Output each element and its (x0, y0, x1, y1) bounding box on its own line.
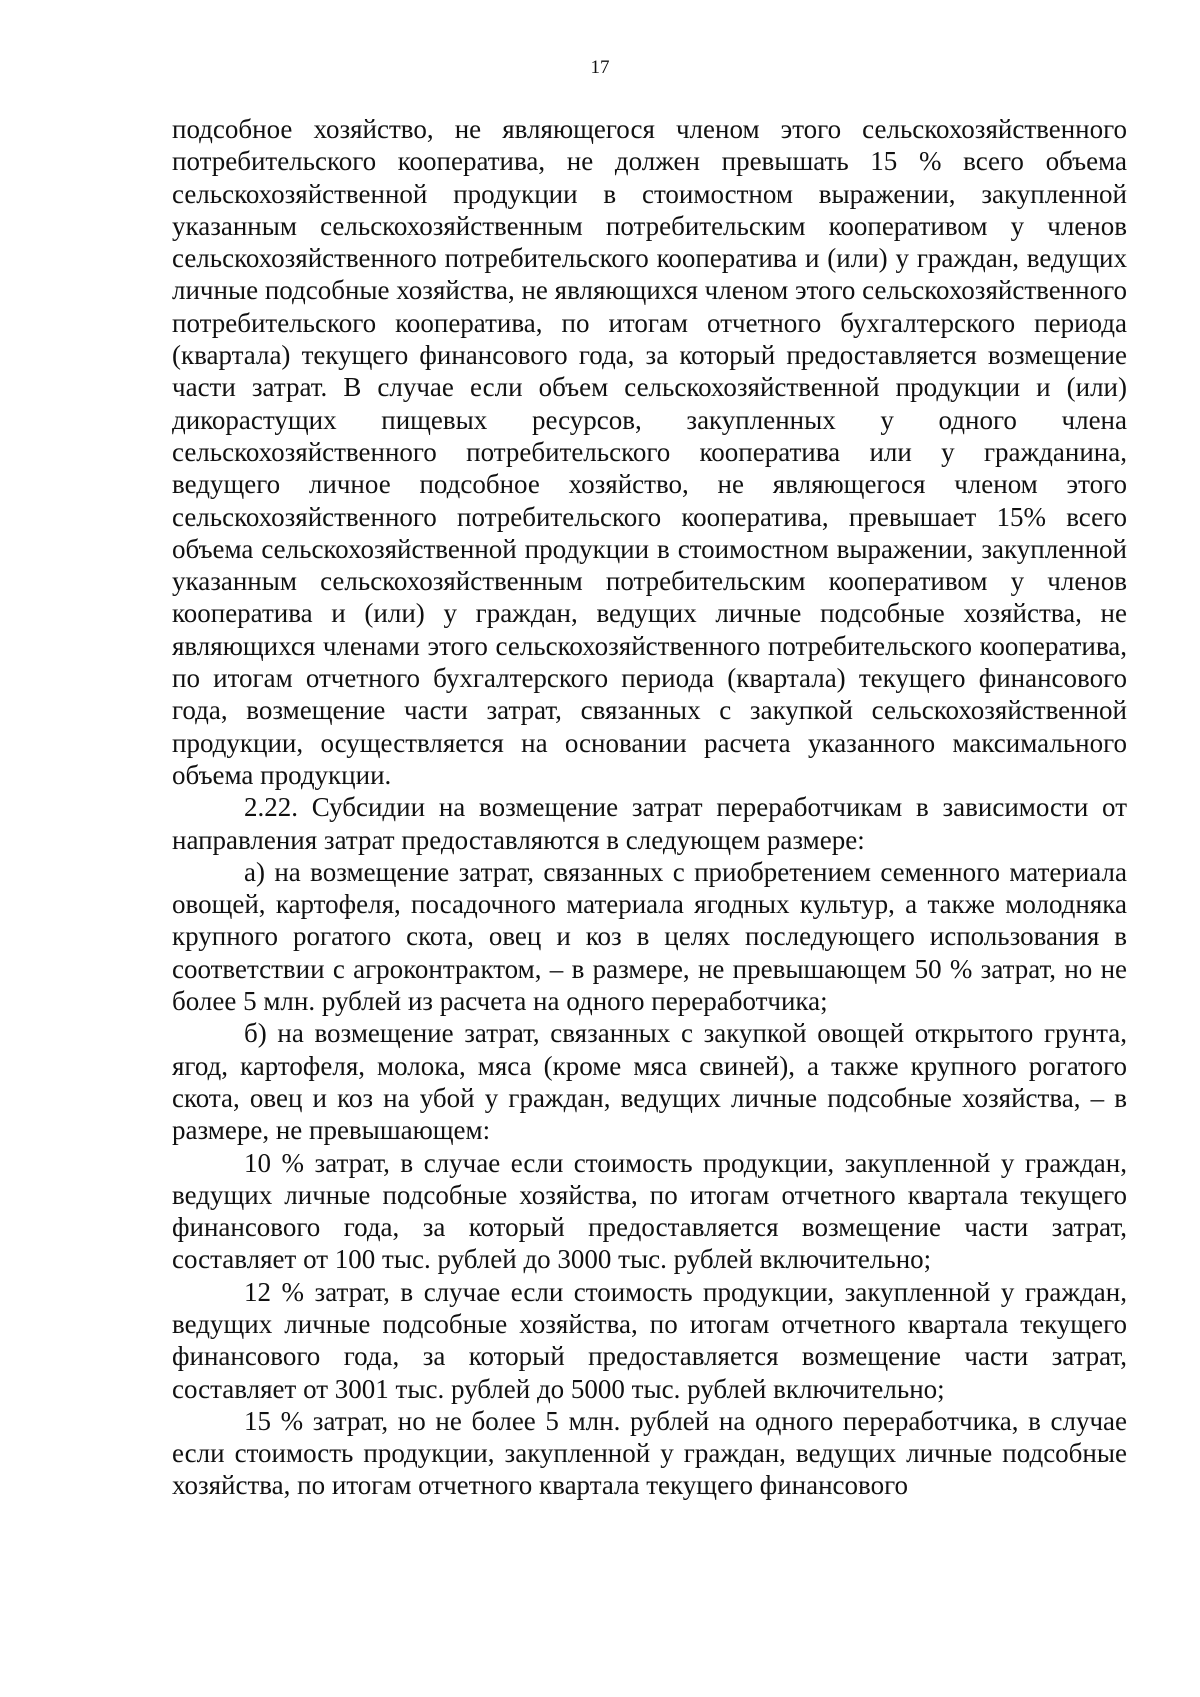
paragraph-rate-12: 12 % затрат, в случае если стоимость продукции, закупленной у граждан, ведущих личные подсобные хозяйства, по итогам отчетного квартала текущего финансового года, за который предоставляется возмещение части затрат, составляет от 3001 тыс. рублей до 5000 тыс. рублей включительно; (172, 1276, 1127, 1404)
paragraph-rate-15: 15 % затрат, но не более 5 млн. рублей на одного переработчика, в случае если стоимость продукции, закупленной у граждан, ведущих личные подсобные хозяйства, по итогам отчетного квартала текущего финансового (172, 1405, 1127, 1501)
paragraph-continuation: подсобное хозяйство, не являющегося членом этого сельскохозяйственного потребительского кооператива, не должен превышать 15 % всего объема сельскохозяйственной продукции в стоимостном выражении, закупленной указанным сельскохозяйственным потребительским кооперативом у членов сельскохозяйственного потребительского кооператива и (или) у граждан, ведущих личные подсобные хозяйства, не являющихся членом этого сельскохозяйственного потребительского кооператива, по итогам отчетного бухгалтерского периода (квартала) текущего финансового года, за который предоставляется возмещение части затрат. В случае если объем сельскохозяйственной продукции и (или) дикорастущих пищевых ресурсов, закупленных у одного члена сельскохозяйственного потребительского кооператива или у гражданина, ведущего личное подсобное хозяйство, не являющегося членом этого сельскохозяйственного потребительского кооператива, превышает 15% всего объема сельскохозяйственной продукции в стоимостном выражении, закупленной указанным сельскохозяйственным потребительским кооперативом у членов кооператива и (или) у граждан, ведущих личные подсобные хозяйства, не являющихся членами этого сельскохозяйственного потребительского кооператива, по итогам отчетного бухгалтерского периода (квартала) текущего финансового года, возмещение части затрат, связанных с закупкой сельскохозяйственной продукции, осуществляется на основании расчета указанного максимального объема продукции. (172, 114, 1127, 790)
paragraph-rate-10: 10 % затрат, в случае если стоимость продукции, закупленной у граждан, ведущих личные подсобные хозяйства, по итогам отчетного квартала текущего финансового года, за который предоставляется возмещение части затрат, составляет от 100 тыс. рублей до 3000 тыс. рублей включительно; (172, 1147, 1127, 1275)
page-number: 17 (590, 57, 610, 78)
document-body (172, 113, 1127, 1502)
paragraph-item-b: б) на возмещение затрат, связанных с закупкой овощей открытого грунта, ягод, картофеля, молока, мяса (кроме мяса свиней), а также крупного рогатого скота, овец и коз на убой у граждан, ведущих личные подсобные хозяйства, – в размере, не превышающем: (172, 1018, 1127, 1146)
paragraph-2-22: 2.22. Субсидии на возмещение затрат переработчикам в зависимости от направления затрат предоставляются в следующем размере: (172, 792, 1127, 855)
paragraph-item-a: а) на возмещение затрат, связанных с приобретением семенного материала овощей, картофеля, посадочного материала ягодных культур, а также молодняка крупного рогатого скота, овец и коз в целях последующего использования в соответствии с агроконтрактом, – в размере, не превышающем 50 % затрат, но не более 5 млн. рублей из расчета на одного переработчика; (172, 856, 1127, 1017)
